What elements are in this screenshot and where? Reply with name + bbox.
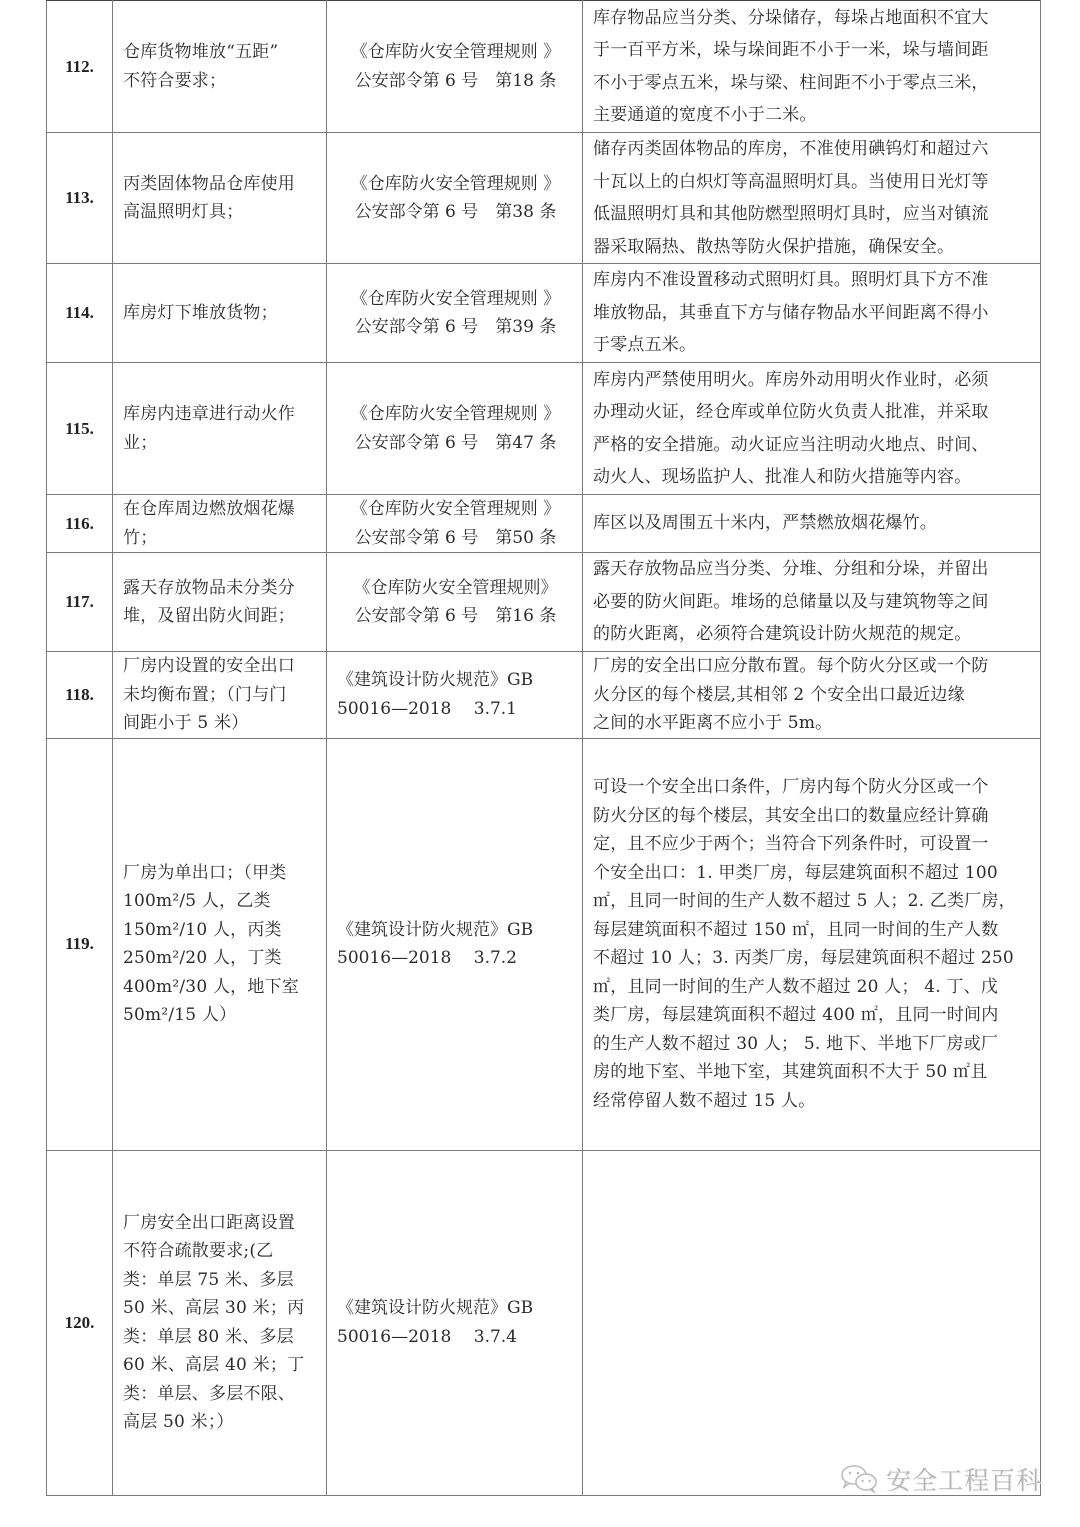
table-row — [47, 133, 1041, 264]
requirement-cell: 可设一个安全出口条件，厂房内每个防火分区或一个 防火分区的每个楼层，其安全出口的数量应经计算确 定，且不应少于两个；当符合下列条件时，可设置一 个安全出口：1. 甲类厂房，每层建筑面积不超过 100 ㎡，且同一时间的生产人数不超过 5 人；2. 乙类厂房， 每层建筑面积不超过 150 ㎡，且同一时间的生产人数 不超过 10 人；3. 丙类厂房，每层建筑面积不超过 250 ㎡，且同一时间的生产人数不超过 20 人； 4. 丁、戊 类厂房，每层建筑面积不超过 400 ㎡，且同一时间内 的生产人数不超过 30 人； 5. 地下、半地下厂房或厂 房的地下室、半地下室，其建筑面积不大于 50 ㎡且 经常停留人数不超过 15 人。 — [583, 738, 1041, 1150]
wechat-icon — [840, 1464, 880, 1494]
requirement-cell: 库区以及周围五十米内，严禁燃放烟花爆竹。 — [583, 495, 1041, 553]
watermark-text: 安全工程百科 — [886, 1466, 1043, 1495]
table-row — [47, 738, 1041, 1150]
requirement-cell: 库房内不准设置移动式照明灯具。照明灯具下方不准 堆放物品，其垂直下方与储存物品水平间距离不得小 于零点五米。 — [583, 264, 1041, 363]
requirement-cell: 库房内严禁使用明火。库房外动用明火作业时，必须 办理动火证，经仓库或单位防火负责人批准，并采取 严格的安全措施。动火证应当注明动火地点、时间、 动火人、现场监护人、批准人和防火措施等内容。 — [583, 363, 1041, 495]
table-row — [47, 1, 1041, 133]
issue-cell: 库房灯下堆放货物； — [113, 264, 327, 363]
legal-basis-cell: 《仓库防火安全管理规则 》 公安部令第 6 号 第18 条 — [327, 1, 583, 133]
issue-cell: 露天存放物品未分类分 堆，及留出防火间距； — [113, 553, 327, 652]
requirement-cell: 厂房的安全出口应分散布置。每个防火分区或一个防 火分区的每个楼层,其相邻 2 个安全出口最近边缘 之间的水平距离不应小于 5m。 — [583, 652, 1041, 739]
row-number: 118. — [47, 652, 113, 739]
issue-cell: 在仓库周边燃放烟花爆 竹； — [113, 495, 327, 553]
issue-cell: 仓库货物堆放“五距” 不符合要求； — [113, 1, 327, 133]
table-row — [47, 363, 1041, 495]
legal-basis-cell: 《建筑设计防火规范》GB 50016—2018 3.7.2 — [327, 738, 583, 1150]
table-row — [47, 495, 1041, 553]
requirement-cell — [583, 1150, 1041, 1495]
row-number: 119. — [47, 738, 113, 1150]
requirement-cell: 露天存放物品应当分类、分堆、分组和分垛，并留出 必要的防火间距。堆场的总储量以及与建筑物等之间 的防火距离，必须符合建筑设计防火规范的规定。 — [583, 553, 1041, 652]
legal-basis-cell: 《仓库防火安全管理规则 》 公安部令第 6 号 第38 条 — [327, 133, 583, 264]
regulation-table — [46, 0, 1041, 1496]
legal-basis-cell: 《建筑设计防火规范》GB 50016—2018 3.7.4 — [327, 1150, 583, 1495]
issue-cell: 丙类固体物品仓库使用 高温照明灯具； — [113, 133, 327, 264]
legal-basis-cell: 《仓库防火安全管理规则 》 公安部令第 6 号 第47 条 — [327, 363, 583, 495]
table-row — [47, 264, 1041, 363]
row-number: 115. — [47, 363, 113, 495]
row-number: 113. — [47, 133, 113, 264]
row-number: 114. — [47, 264, 113, 363]
requirement-cell: 储存丙类固体物品的库房，不准使用碘钨灯和超过六 十瓦以上的白炽灯等高温照明灯具。当使用日光灯等 低温照明灯具和其他防燃型照明灯具时，应当对镇流 器采取隔热、散热等防火保护措施，确保安全。 — [583, 133, 1041, 264]
legal-basis-cell: 《建筑设计防火规范》GB 50016—2018 3.7.1 — [327, 652, 583, 739]
row-number: 120. — [47, 1150, 113, 1495]
row-number: 112. — [47, 1, 113, 133]
issue-cell: 库房内违章进行动火作 业； — [113, 363, 327, 495]
row-number: 117. — [47, 553, 113, 652]
table-row — [47, 1150, 1041, 1495]
issue-cell: 厂房为单出口；（甲类 100m²/5 人，乙类 150m²/10 人，丙类 250m²/20 人，丁类 400m²/30 人，地下室 50m²/15 人） — [113, 738, 327, 1150]
legal-basis-cell: 《仓库防火安全管理规则 》 公安部令第 6 号 第39 条 — [327, 264, 583, 363]
issue-cell: 厂房安全出口距离设置 不符合疏散要求;(乙 类：单层 75 米、多层 50 米、高层 30 米；丙 类：单层 80 米、多层 60 米、高层 40 米；丁 类：单层、多层不限、 高层 50 米；） — [113, 1150, 327, 1495]
legal-basis-cell: 《仓库防火安全管理规则》 公安部令第 6 号 第16 条 — [327, 553, 583, 652]
row-number: 116. — [47, 495, 113, 553]
watermark — [840, 1462, 1042, 1496]
table-row — [47, 553, 1041, 652]
legal-basis-cell: 《仓库防火安全管理规则 》 公安部令第 6 号 第50 条 — [327, 495, 583, 553]
table-row — [47, 652, 1041, 739]
issue-cell: 厂房内设置的安全出口 未均衡布置；（门与门 间距小于 5 米） — [113, 652, 327, 739]
requirement-cell: 库存物品应当分类、分垛储存，每垛占地面积不宜大 于一百平方米，垛与垛间距不小于一米，垛与墙间距 不小于零点五米，垛与梁、柱间距不小于零点三米， 主要通道的宽度不小于二米。 — [583, 1, 1041, 133]
